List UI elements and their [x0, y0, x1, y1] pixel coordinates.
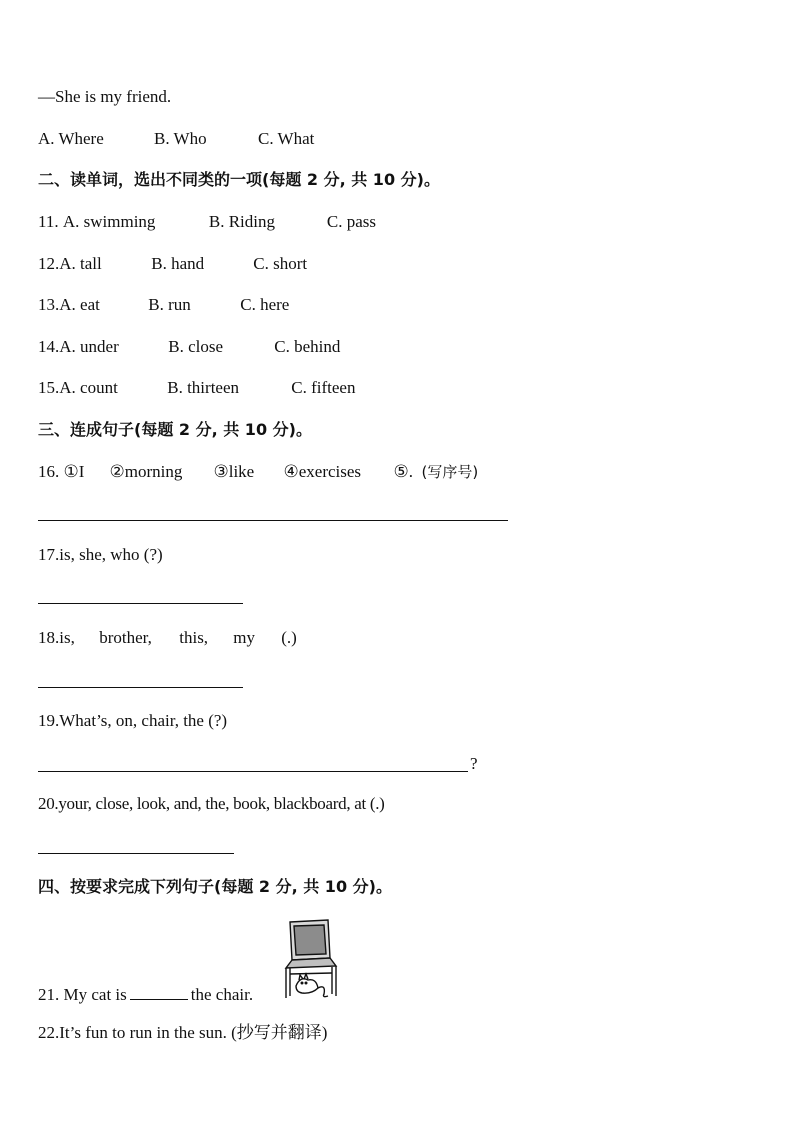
section2-heading: 二、读单词，选出不同类的一项(每题 2 分, 共 10 分)。 [38, 170, 440, 189]
question-number: 15 [38, 378, 55, 397]
word-2: ②morning [109, 462, 183, 481]
question-number: 13 [38, 295, 55, 314]
question-number: 11 [38, 212, 55, 231]
option-a: A. under [59, 337, 119, 356]
answer-line-19[interactable] [38, 771, 468, 772]
question-19: 19.What’s, on, chair, the (?) [38, 711, 228, 730]
word-3: ③like [213, 462, 255, 481]
q10-answer-line: —She is my friend. [38, 87, 172, 106]
question-15: 15.A. count B. thirteen C. fifteen [38, 378, 356, 397]
fill-blank[interactable] [130, 983, 188, 1000]
option-b: B. Who [154, 129, 207, 148]
answer-line-16[interactable] [38, 520, 508, 521]
answer-line-17[interactable] [38, 603, 243, 604]
option-c: C. fifteen [291, 378, 356, 397]
question-18 [38, 627, 297, 649]
sentence-end: the chair. [190, 985, 254, 1004]
option-c: C. pass [326, 212, 376, 231]
q10-options [38, 128, 314, 150]
question-14: 14.A. under B. close C. behind [38, 337, 341, 356]
word-4: ④exercises [283, 462, 362, 481]
question-12: 12.A. tall B. hand C. short [38, 254, 308, 273]
answer-line-20[interactable] [38, 853, 234, 854]
question-number: 18. [38, 628, 60, 647]
question-17: 17.is, she, who (?) [38, 545, 163, 564]
word-1: ①I [63, 462, 85, 481]
word-2: brother, [99, 628, 152, 647]
question-number: 12 [38, 254, 55, 273]
option-a: A. tall [59, 254, 102, 273]
section3-heading: 三、连成句子(每题 2 分, 共 10 分)。 [38, 420, 312, 439]
section4-heading: 四、按要求完成下列句子(每题 2 分, 共 10 分)。 [38, 877, 392, 896]
answer-line-19-end: ? [470, 754, 478, 773]
question-21 [38, 983, 253, 1006]
option-b: B. close [168, 337, 224, 356]
option-c: C. What [258, 129, 315, 148]
question-16: 16. ①I ②morning ③like ④exercises ⑤. (写序号) [38, 462, 479, 481]
question-22: 22.It’s fun to run in the sun. (抄写并翻译) [38, 1023, 328, 1042]
word-5: ⑤. [393, 462, 413, 481]
option-a: A. Where [38, 129, 104, 148]
option-c: C. here [240, 295, 290, 314]
option-b: B. hand [151, 254, 205, 273]
word-4: my [233, 628, 255, 647]
question-13: 13.A. eat B. run C. here [38, 295, 290, 314]
question-11: 11. A. swimming B. Riding C. pass [38, 212, 376, 231]
word-5: (.) [281, 628, 297, 647]
word-3: this, [179, 628, 209, 647]
question-number: 16 [38, 462, 55, 481]
option-c: C. short [253, 254, 308, 273]
word-1: is, [59, 628, 75, 647]
instruction-note: (写序号) [421, 463, 479, 481]
option-b: B. run [148, 295, 191, 314]
option-c: C. behind [274, 337, 341, 356]
option-a: A. eat [59, 295, 100, 314]
question-number: 14 [38, 337, 55, 356]
answer-line-18[interactable] [38, 687, 243, 688]
option-a: A. swimming [62, 212, 156, 231]
option-b: B. Riding [208, 212, 275, 231]
option-a: A. count [59, 378, 118, 397]
question-20: 20.your, close, look, and, the, book, blackboard, at (.) [38, 794, 385, 813]
option-b: B. thirteen [167, 378, 240, 397]
sentence-start: 21. My cat is [38, 985, 127, 1004]
chair-cat-illustration [282, 918, 340, 1000]
